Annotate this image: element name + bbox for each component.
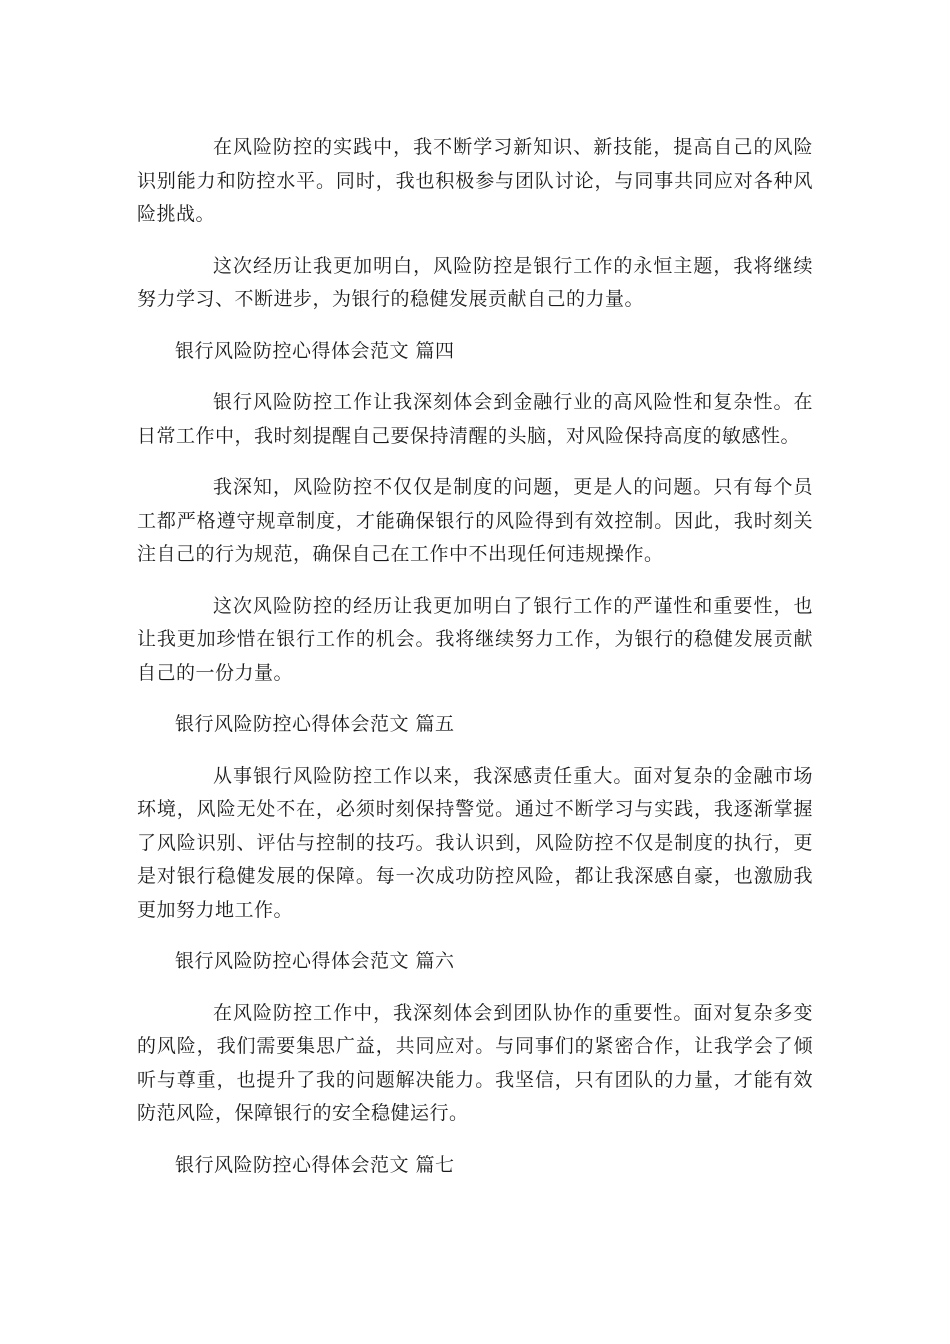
section-heading: 银行风险防控心得体会范文 篇六 — [175, 950, 455, 972]
document-body — [137, 131, 813, 1200]
paragraph: 这次经历让我更加明白，风险防控是银行工作的永恒主题，我将继续努力学习、不断进步，为银行的稳健发展贡献自己的力量。 — [137, 254, 813, 310]
paragraph: 在风险防控工作中，我深刻体会到团队协作的重要性。面对复杂多变的风险，我们需要集思广益，共同应对。与同事们的紧密合作，让我学会了倾听与尊重，也提升了我的问题解决能力。我坚信，只有团队的力量，才能有效防范风险，保障银行的安全稳健运行。 — [137, 1001, 813, 1124]
section-heading: 银行风险防控心得体会范文 篇七 — [175, 1153, 455, 1176]
section-heading: 银行风险防控心得体会范文 篇五 — [175, 713, 455, 735]
paragraph: 从事银行风险防控工作以来，我深感责任重大。面对复杂的金融市场环境，风险无处不在，必须时刻保持警觉。通过不断学习与实践，我逐渐掌握了风险识别、评估与控制的技巧。我认识到，风险防控不仅是制度的执行，更是对银行稳健发展的保障。每一次成功防控风险，都让我深感自豪，也激励我更加努力地工作。 — [137, 764, 813, 921]
paragraph: 这次风险防控的经历让我更加明白了银行工作的严谨性和重要性，也让我更加珍惜在银行工作的机会。我将继续努力工作，为银行的稳健发展贡献自己的一份力量。 — [137, 594, 813, 684]
paragraph: 在风险防控的实践中，我不断学习新知识、新技能，提高自己的风险识别能力和防控水平。同时，我也积极参与团队讨论，与同事共同应对各种风险挑战。 — [137, 136, 813, 225]
paragraph: 我深知，风险防控不仅仅是制度的问题，更是人的问题。只有每个员工都严格遵守规章制度，才能确保银行的风险得到有效控制。因此，我时刻关注自己的行为规范，确保自己在工作中不出现任何违规操作。 — [137, 476, 813, 565]
paragraph: 银行风险防控工作让我深刻体会到金融行业的高风险性和复杂性。在日常工作中，我时刻提醒自己要保持清醒的头脑，对风险保持高度的敏感性。 — [137, 391, 813, 447]
section-heading: 银行风险防控心得体会范文 篇四 — [175, 339, 455, 362]
